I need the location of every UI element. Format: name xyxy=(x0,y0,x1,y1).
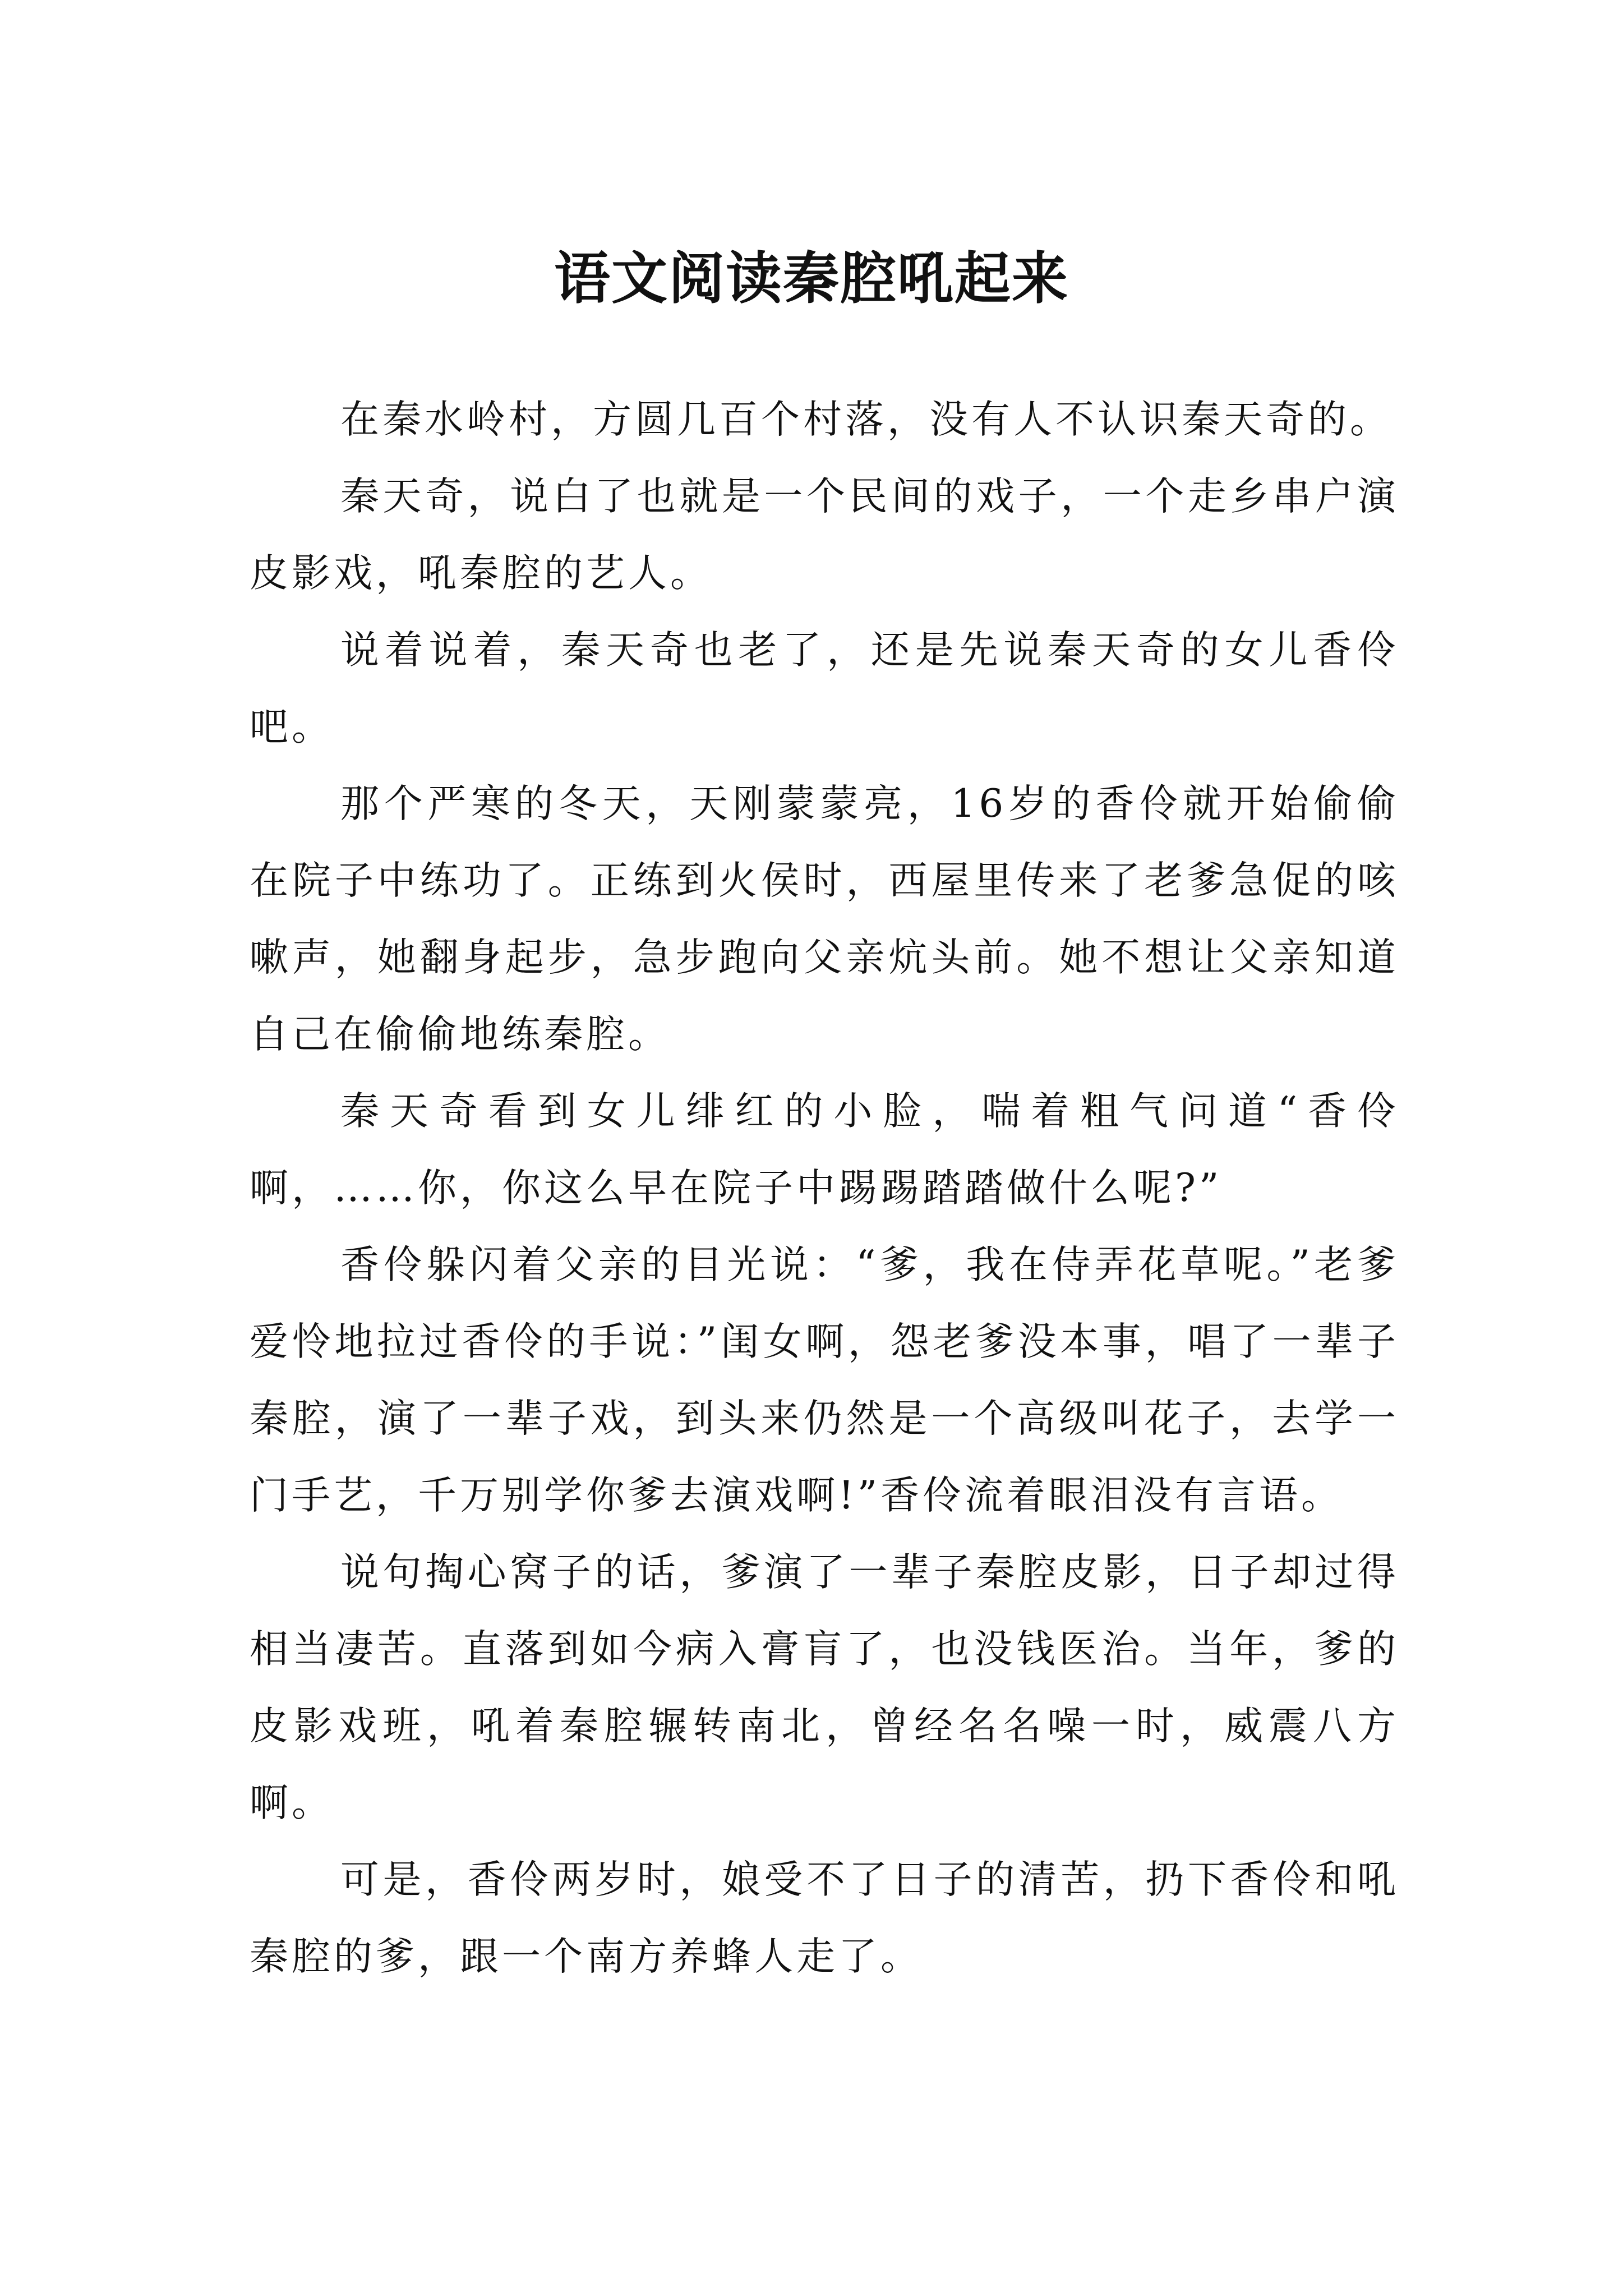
paragraph: 那个严寒的冬天，天刚蒙蒙亮，16岁的香伶就开始偷偷在院子中练功了。正练到火侯时，西屋里传来了老爹急促的咳嗽声，她翻身起步，急步跑向父亲炕头前。她不想让父亲知道自己在偷偷地练秦腔。 xyxy=(250,781,1399,1057)
document-body xyxy=(250,381,1399,1995)
paragraph: 可是，香伶两岁时，娘受不了日子的清苦，扔下香伶和吼秦腔的爹，跟一个南方养蜂人走了。 xyxy=(250,1857,1399,1979)
paragraph: 说着说着，秦天奇也老了，还是先说秦天奇的女儿香伶吧。 xyxy=(250,628,1399,749)
paragraph: 秦天奇看到女儿绯红的小脸，喘着粗气问道“香伶啊，……你，你这么早在院子中踢踢踏踏做什么呢?” xyxy=(250,1089,1399,1211)
paragraph: 香伶躲闪着父亲的目光说：“爹，我在侍弄花草呢。”老爹爱怜地拉过香伶的手说：”闺女啊，怨老爹没本事，唱了一辈子秦腔，演了一辈子戏，到头来仍然是一个高级叫花子，去学一门手艺，千万别学你爹去演戏啊!”香伶流着眼泪没有言语。 xyxy=(250,1243,1399,1518)
paragraph: 说句掏心窝子的话，爹演了一辈子秦腔皮影，日子却过得相当凄苦。直落到如今病入膏肓了，也没钱医治。当年，爹的皮影戏班，吼着秦腔辗转南北，曾经名名噪一时，威震八方啊。 xyxy=(250,1550,1399,1825)
paragraph: 在秦水岭村，方圆几百个村落，没有人不认识秦天奇的。 xyxy=(340,397,1392,442)
document-title: 语文阅读秦腔吼起来 xyxy=(554,246,1069,311)
paragraph: 秦天奇，说白了也就是一个民间的戏子，一个走乡串户演皮影戏，吼秦腔的艺人。 xyxy=(250,474,1399,596)
